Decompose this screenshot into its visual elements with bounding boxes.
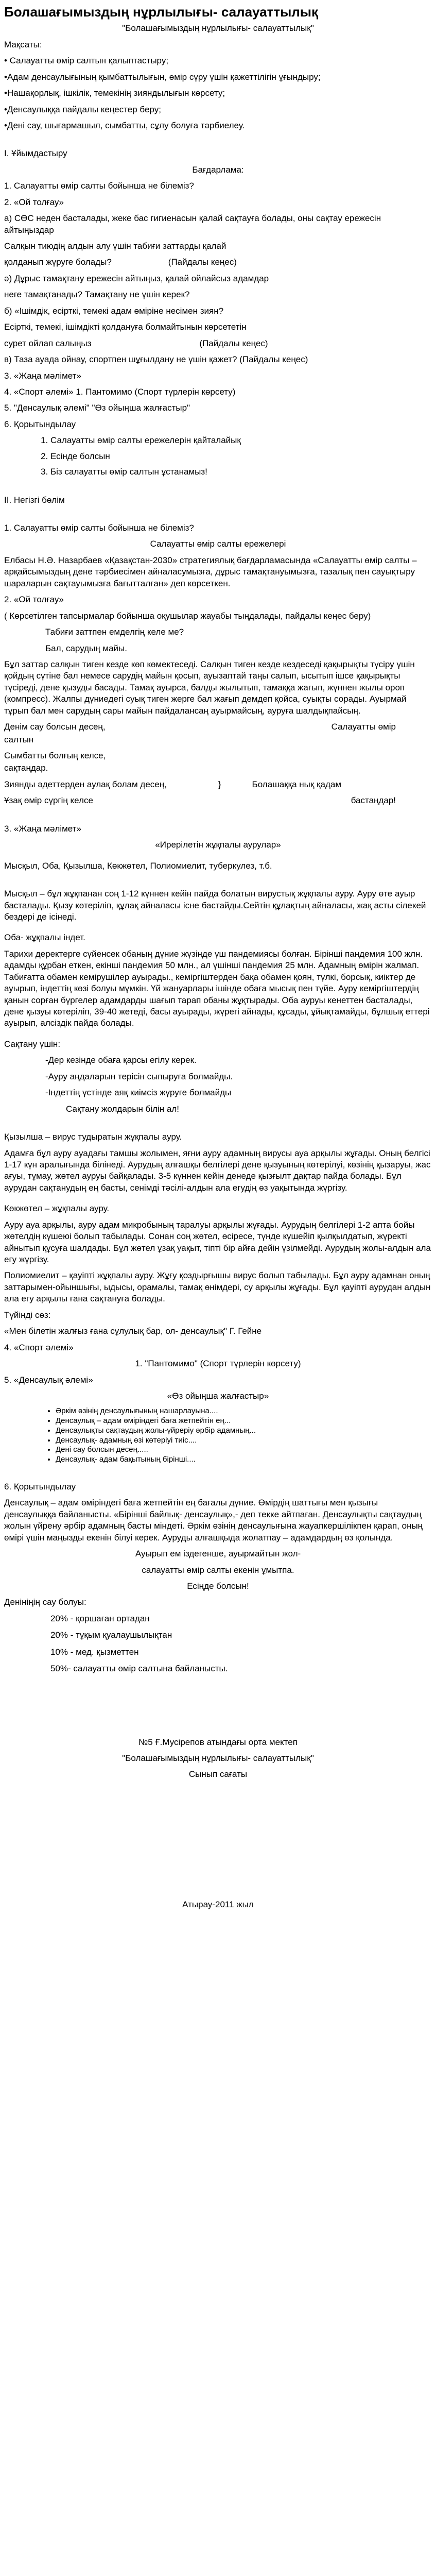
oy-tolgau-heading: 2. «Ой толғау»: [4, 595, 64, 605]
program-line: 4. «Спорт әлемі» 1. Пантомимо (Спорт түрлерін көрсету): [4, 386, 236, 397]
rules-title: Салауатты өмір салты ережелері: [150, 539, 286, 549]
program-line: 1. Салауатты өмір салты бойынша не білеміз?: [4, 181, 194, 191]
plague-paragraph: Тарихи деректерге сүйенсек обаның дүние жүзінде үш пандемиясы болған. Біріншi пандемия 100 жлн. адамды құрбан еткен, екінші пандемия 50 млн., ал үшінші пандемия 25 млн. Адамның өмірін жалмап. Табиғатта обамен кемірушілер ауырады., кеміргіштерден бақа обамен қоян, түлкі, борсық, киіктер де ауырып, індеттің көзі болуы мүмкін. Үй жануарлары ішінде обаға мысық пен түйе. Ауру кеміргіштердің қанын сорған бүргелер адамдарды шағып тарап обаны жұқтырады. Оба ауруы кенеттен басталады, дене қызуы көтеріліп, 39-40 жетеді, басы ауырады, жүрегі айнады, құсады, ұйықтамайды, бұлшық еттері ауырып, алсіздік пайда болады.: [4, 948, 430, 1028]
program-line: в) Таза ауада ойнау, спортпен шұғылдану не үшін қажет? (Пайдалы кеңес): [4, 354, 308, 365]
measles-paragraph: Мысқыл – бұл жұқпанан соң 1-12 күннен кейін пайда болатын вирустық жұқпалы ауру. Ауру өте ауыр басталады. Қызу көтеріліп, құлақ айналасы існе бастайды.Сейтін құлақтың айналасы, жақ асты сілекей бездері де ісінеді.: [4, 889, 426, 922]
continue-item: • Дені сау болсын десең.....: [56, 1445, 432, 1455]
nature-answer: Бал, сарудың майы.: [45, 643, 127, 653]
section-2-title: II. Негізгі бөлім: [4, 495, 65, 505]
program-line: 2. «Ой толғау»: [4, 197, 64, 207]
program-line: ә) Дұрыс тамақтану ережесін айтыңыз, қалай ойлайсыз адамдар: [4, 273, 269, 283]
measles2-paragraph: Адамға бұл ауру ауадағы тамшы жолымен, яғни ауру адамның вирусы ауа арқылы жұғады. Оның белгісі 1-17 күн аралығында білінеді. Аурудың алғашқы белгілері дене қызуының көтерілуі, көзінің қызаруы, жас ағуы, тұмау, жөтел ауруы байқалады. 3-5 күннен кейін денеде қызғылт дақтар пайда болады. Бұл аурудан сақтанудың ең басты, сенімді тәсілі-алдын ала егудің өз уақытында жүргізу.: [4, 1148, 431, 1193]
section-1-title: I. Ұйымдастыру: [4, 148, 67, 159]
protect-item: -Дер кезінде обаға қарсы егілу керек.: [45, 1055, 197, 1065]
program-line: Салқын тиюдің алдын алу үшін табиғи заттарды қалай: [4, 241, 226, 251]
cold-paragraph: Бұл заттар салқын тиген кезде көп көмектеседі. Салқын тиген кезде кездеседі қақырықты түсіру үшін қойдың сүтіне бал немесе сарудің майын қосып, ауызаптай таңы салып, ысытып ішсе қақырықты түсіреді, дене қызуды басады. Тамақ ауырса, балды жылытып, тамаққа жағып, жүннен жылы ороп (компресс). Жалпы дүниедегі суық тиген жерге бал жағып демдеп қойса, суықты сорады. Ауырмай тұрып бал мен сарудың сары майын пайдалансаң ауырмайсың, ауруға шалдықпайсың.: [4, 659, 415, 716]
plague-heading: Оба- жұқпалы індет.: [4, 933, 85, 943]
document-subtitle: "Болашағымыздың нұрлылығы- салауаттылық": [122, 23, 314, 33]
school-name: №5 Ғ.Мусірепов атындағы орта мектеп: [138, 1737, 298, 1747]
protect-heading: Сақтану үшін:: [4, 1039, 61, 1049]
program-part-1: [4, 180, 432, 430]
nature-question: Табиғи заттпен емделгің келе ме?: [45, 627, 184, 637]
whooping-paragraph: Ауру ауа арқылы, ауру адам микробының таралуы арқылы жұғады. Аурудың белгілері 1-2 апта бойы жөтелдің күшеюі болып табылады. Сонан соң жөтел, өсіресе, түнде күшейіп қылқылдатып, жүректі айнытып құсуға шалдады. Бұл жөтел ұзақ уақыт, тіпті бір айға дейін үзілмейді. Аурудың жолы-алдын ала егу жүргізу.: [4, 1219, 431, 1264]
pantomime-line: 1. "Пантомимо" (Спорт түрлерін көрсету): [135, 1359, 301, 1369]
aims-heading: Мақсаты:: [4, 39, 42, 49]
program-line: неге тамақтанады? Тамақтану не үшін керек?: [4, 290, 190, 300]
aim-item: •Дені сау, шығармашыл, сымбатты, сұлу болуға тәрбиелеу.: [4, 120, 245, 130]
program-line: 5. "Денсаулық әлемі" "Өз ойыңша жалғастыр": [4, 403, 190, 413]
plan-item: 3. Біз салауатты өмір салтын ұстанамыз!: [50, 466, 432, 478]
continue-title: «Өз ойыңша жалғастыр»: [167, 1391, 269, 1401]
footer-type: Сынып сағаты: [188, 1769, 248, 1780]
poem-line: Сымбатты болғың келсе,: [4, 751, 106, 760]
question-1: 1. Салауатты өмір салты бойынша не білеміз?: [4, 523, 194, 533]
aim-item: •Адам денсаулығының қымбаттылығын, өмір сүру үшін қажеттілігін ұғындыру;: [4, 72, 321, 82]
polio-paragraph: Полиомиелит – қауіпті жұқпалы ауру. Жұғу қоздырғышы вирус болып табылады. Бұл ауру адамнан оның заттарымен-ойыншығы, ыдысы, орамалы, тамақ өнімдері, су арқылы жұғады. Бұл қауіпті аурудан алдын ала егу арқылы ғана сақтануға болады.: [4, 1270, 431, 1304]
poem-line: сақтаңдар.: [4, 763, 48, 773]
protect-end: Сақтану жолдарын білін ал!: [66, 1104, 179, 1114]
program-line: 6. Қорытындылау: [4, 419, 76, 429]
health-world-heading: 5. «Денсаулық әлемі»: [4, 1375, 93, 1385]
new-info-heading: 3. «Жаңа мәлімет»: [4, 823, 81, 834]
footer: [4, 1737, 432, 1911]
measles2-heading: Қызылша – вирус тудыратын жұқпалы ауру.: [4, 1132, 182, 1142]
whooping-heading: Көкжөтел – жұқпалы ауру.: [4, 1204, 110, 1214]
sport-world-heading: 4. «Спорт әлемі»: [4, 1342, 74, 1352]
percent-item: 50%- салауатты өмір салтына байланысты.: [50, 1664, 228, 1674]
poem-line: Ұзақ өмір сүргің келсе: [4, 795, 93, 806]
program-heading: Бағдарлама:: [192, 164, 244, 175]
poem-line-right: Болашаққа нық қадам: [252, 779, 342, 789]
program-line-left: сурет ойлап салыңыз: [4, 338, 92, 348]
program-line: [4, 257, 432, 268]
poem-line: салтын: [4, 734, 34, 744]
aim-item: •Нашақорлық, ішкілік, темекінің зияндылығын көрсету;: [4, 88, 225, 98]
poem-line: [4, 779, 432, 790]
conclusion-label: Түйінді сөз:: [4, 1310, 51, 1320]
program-line: 3. «Жаңа мәлімет»: [4, 370, 81, 381]
aims-list: [4, 55, 432, 131]
poem-line-left: Зиянды әдеттерден аулақ болам десең,: [4, 779, 167, 789]
poem-brace: }: [218, 779, 221, 789]
program-line: б) «Ішімдік, есірткі, темекі адам өміріне несімен зиян?: [4, 306, 224, 316]
continue-item: • Денсаулық- адам бақытының бірінші....: [56, 1455, 432, 1465]
poem-line: Салауатты өмір: [331, 722, 396, 732]
continue-list: [4, 1406, 432, 1465]
summary-paragraph: Денсаулық – адам өміріндегі бағa жетпейтін ең бағалы дүние. Өмірдің шаттығы мен қызығы денсаулыққа байланысты. «Бірінші байлық- денсаулық»,- деп текке айтпаған. Денсаулықты сақтаудың жолын үйрену әрбір адамның басты міндеті. Әркім өзінің денсаулығына жауапкершілікпен қарап, оның өмірі үшін маңызды екенін білуі керек. Ауруды алғашқыда жолатпау – адамдардың өз қолында.: [4, 1498, 423, 1543]
remember-line: Есіңде болсын!: [187, 1581, 249, 1591]
remember-line: салауатты өмір салты екенін ұмытпа.: [142, 1565, 294, 1575]
summary-heading: 6. Қорытындылау: [4, 1481, 76, 1492]
document-title: Болашағымыздың нұрлылығы- салауаттылық: [4, 4, 319, 20]
health-state-heading: Денініңің сау болуы:: [4, 1597, 86, 1607]
healthy-poem: [4, 721, 432, 807]
poem-line: Денім сау болсын десең,: [4, 722, 106, 732]
program-line: Есірткі, темекі, ішімдікті қолдануға болмайтынын көрсететін: [4, 322, 247, 332]
quote: «Мен білетін жалғыз ғана сұлулық бар, ол- денсаулық" Г. Гейне: [4, 1326, 262, 1336]
continue-item: • Әркім өзінің денсаулығының нашарлауына....: [56, 1406, 432, 1416]
oy-tolgau-note: ( Көрсетілген тапсырмалар бойынша оқушылар жауабы тыңдалады, пайдалы кеңес беру): [4, 611, 371, 621]
footer-title: "Болашағымыздың нұрлылығы- салауаттылық": [122, 1753, 314, 1763]
continue-item: • Денсаулықты сақтаудың жолы-үйреріу әрбір адамның...: [56, 1426, 432, 1436]
percent-item: 20% - тұқым қуалаушылықтан: [50, 1630, 172, 1640]
program-line: [4, 338, 432, 349]
percent-item: 10% - мед. қызметтен: [50, 1647, 139, 1657]
summary-plan-list: [4, 435, 432, 478]
aim-item: •Денсаулыққа пайдалы кеңестер беру;: [4, 104, 161, 114]
aim-item: • Салауатты өмір салтын қалыптастыру;: [4, 56, 169, 66]
protect-item: -Ауру аңдаларын терісін сыпыруға болмайды.: [45, 1071, 233, 1081]
remember-line: Ауырып ем іздегенше, ауырмайтын жол-: [135, 1549, 301, 1559]
useful-tip-label: (Пайдалы кеңес): [199, 338, 268, 348]
virus-title: «Ирерілетін жұқпалы аурулар»: [155, 840, 281, 850]
useful-tip-label: (Пайдалы кеңес): [168, 257, 237, 267]
plan-item: 1. Салауатты өмір салты ережелерін қайталайық: [50, 435, 432, 446]
disease-list: Мысқыл, Оба, Қызылша, Көкжөтел, Полиомиелит, туберкулез, т.б.: [4, 860, 272, 871]
percent-item: 20% - қоршаған ортадан: [50, 1613, 150, 1623]
poem-line: бастаңдар!: [351, 795, 396, 806]
intro-paragraph: Елбасы Н.Ә. Назарбаев «Қазақстан-2030» стратегиялық бағдарламасында «Салауатты өмір салты – арқайсымыздың дене тәрбиесімен айналасумызға, дұрыс тамақтануымызға, тазалық пен сауықтыру шараларын сақтауымызға бағытталған» деп көрсеткен.: [4, 555, 417, 588]
program-line: а) СӨС неден басталады, жеке бас гигиенасын қалай сақтауға болады, оны сақтау ережесін айтыңыздар: [4, 213, 381, 235]
continue-item: • Денсаулық- адамның өзі көтеріуі тиіс....: [56, 1436, 432, 1446]
plan-item: 2. Есінде болсын: [50, 451, 432, 462]
protect-item: -Індеттің үстінде аяқ киімсіз жүруге болмайды: [45, 1088, 232, 1098]
footer-year: Атырау-2011 жыл: [182, 1899, 254, 1909]
program-line-left: қолданып жүруге болады?: [4, 257, 112, 267]
continue-item: • Денсаулық – адам өміріндегі бағa жетпейтін ең...: [56, 1416, 432, 1426]
